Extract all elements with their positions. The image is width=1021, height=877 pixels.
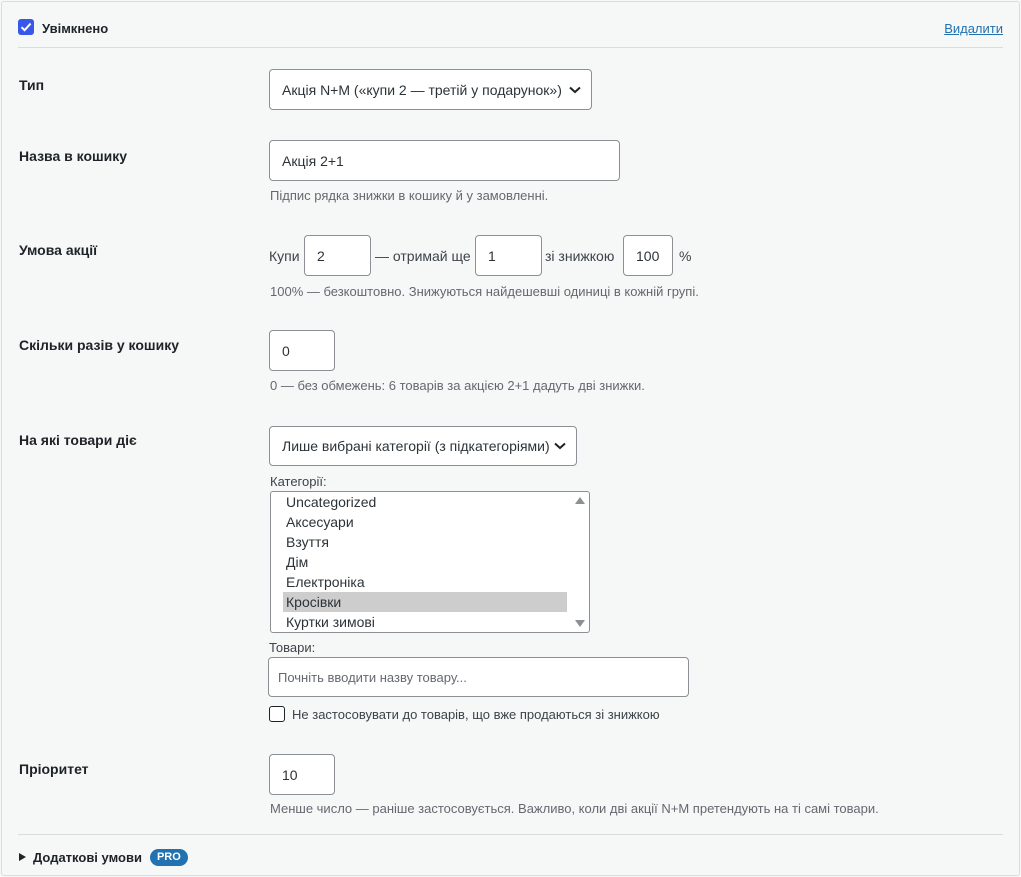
priority-description: Менше число — раніше застосовується. Важливо, коли дві акції N+M претендують на ті самі товари. — [270, 801, 879, 816]
exclude-sale-checkbox[interactable] — [269, 706, 285, 722]
cart-name-label: Назва в кошику — [19, 148, 128, 164]
cart-name-value: Акція 2+1 — [282, 152, 344, 169]
buy-prefix: Купи — [269, 248, 300, 264]
categories-label: Категорії: — [270, 474, 327, 489]
condition-label: Умова акції — [19, 242, 98, 258]
cart-name-description: Підпис рядка знижки в кошику й у замовленні. — [270, 188, 549, 203]
percent-sign: % — [679, 248, 692, 264]
category-option[interactable]: Uncategorized — [286, 494, 377, 510]
category-option[interactable]: Електроніка — [286, 574, 365, 590]
scroll-down-arrow-icon[interactable] — [575, 620, 585, 628]
enabled-label: Увімкнено — [42, 21, 109, 36]
products-search-input[interactable] — [268, 657, 689, 697]
chevron-down-icon — [554, 442, 566, 450]
category-option-selected[interactable]: Кросівки — [283, 592, 567, 612]
type-select-value: Акція N+M («купи 2 — третій у подарунок») — [282, 81, 562, 98]
category-option[interactable]: Аксесуари — [286, 514, 354, 530]
products-label: Товари: — [269, 640, 316, 655]
exclude-sale-label: Не застосовувати до товарів, що вже продаються зі знижкою — [292, 707, 660, 722]
get-quantity-input[interactable] — [475, 235, 542, 276]
categories-listbox[interactable] — [270, 491, 590, 633]
get-text: — отримай ще — [375, 248, 471, 264]
priority-label: Пріоритет — [19, 761, 89, 777]
cart-name-input[interactable] — [269, 140, 620, 181]
times-label: Скільки разів у кошику — [19, 337, 179, 353]
times-description: 0 — без обмежень: 6 товарів за акцією 2+1 дадуть дві знижки. — [270, 378, 645, 393]
chevron-down-icon — [569, 86, 581, 94]
promotion-panel — [1, 1, 1020, 876]
times-value: 0 — [282, 342, 290, 359]
panel-header — [18, 16, 1003, 48]
discount-value: 100 — [636, 247, 660, 264]
discount-text: зі знижкою — [545, 248, 615, 264]
category-option[interactable]: Взуття — [286, 534, 330, 550]
priority-value: 10 — [282, 766, 298, 783]
applies-select-value: Лише вибрані категорії (з підкатегоріями) — [282, 438, 550, 454]
category-option[interactable]: Дім — [286, 554, 309, 570]
footer-divider — [18, 834, 1003, 835]
type-select[interactable] — [269, 69, 592, 110]
disclosure-triangle-icon — [19, 853, 26, 861]
enabled-checkbox[interactable] — [18, 19, 34, 35]
pro-badge: PRO — [150, 849, 188, 866]
extra-conditions-toggle[interactable] — [19, 848, 188, 866]
buy-quantity-input[interactable] — [304, 235, 371, 276]
applies-label: На які товари діє — [19, 432, 137, 448]
get-quantity-value: 1 — [488, 247, 496, 264]
products-placeholder: Почніть вводити назву товару... — [278, 669, 467, 685]
category-option[interactable]: Куртки зимові — [286, 614, 375, 630]
buy-quantity-value: 2 — [317, 247, 325, 264]
discount-input[interactable] — [623, 235, 673, 276]
checkmark-icon — [19, 20, 33, 34]
priority-input[interactable] — [269, 754, 335, 795]
scroll-up-arrow-icon[interactable] — [575, 496, 585, 504]
delete-link[interactable]: Видалити — [944, 21, 1003, 36]
extra-conditions-label: Додаткові умови — [33, 849, 142, 865]
condition-description: 100% — безкоштовно. Знижуються найдешевші одиниці в кожній групі. — [270, 284, 699, 299]
applies-select[interactable] — [269, 426, 577, 466]
times-input[interactable] — [269, 330, 335, 371]
type-label: Тип — [19, 77, 45, 93]
